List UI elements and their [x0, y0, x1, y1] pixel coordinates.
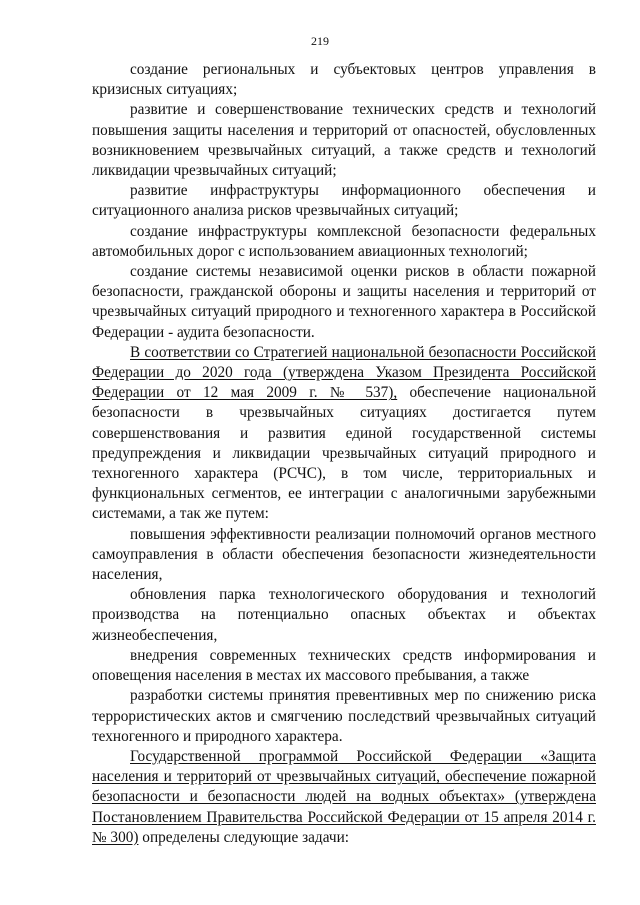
paragraph-regional-centers: создание региональных и субъектовых центров управления в кризисных ситуациях; — [92, 61, 596, 99]
strategy-paragraph-text: обеспечение национальной безопасности в чрезвычайных ситуациях достигается путем совершенствования и развития единой государственной системы предупреждения и ликвидации чрезвычайных ситуаций природного и техногенного характера (РСЧС), в том числе, территориальных и функциональных сегментов, ее интеграции с аналогичными зарубежными системами, а так же путем: — [92, 384, 596, 523]
paragraph-state-program — [92, 747, 596, 848]
paragraph-local-government: повышения эффективности реализации полномочий органов местного самоуправления в области обеспечения безопасности жизнедеятельности населения, — [92, 525, 596, 584]
paragraph-national-security-strategy — [92, 343, 596, 525]
strategy-reference: В соответствии со Стратегией национальной безопасности Российской Федерации до 2020 года (утверждена Указом Президента Российской Федерации от 12 мая 2009 г. № 537), — [92, 343, 596, 402]
body-text — [92, 60, 596, 848]
paragraph-public-warning: внедрения современных технических средств информирования и оповещения населения в местах их массового пребывания, а также — [92, 646, 596, 685]
state-program-reference: Государственной программой Российской Федерации «Защита населения и территорий от чрезвычайных ситуаций, обеспечение пожарной безопасности и безопасности людей на водных объектах» (утверждена Постановлением Правительства Российской Федерации от 15 апреля 2014 г. № 300) — [92, 747, 596, 846]
page-number: 219 — [311, 34, 329, 48]
state-program-paragraph-text: определены следующие задачи: — [138, 828, 350, 846]
paragraph-equipment-renewal: обновления парка технологического оборудования и технологий производства на потенциально опасных объектах и объектах жизнеобеспечения, — [92, 586, 596, 644]
paragraph-technical-means: развитие и совершенствование технических средств и технологий повышения защиты населения и территорий от опасностей, обусловленных возникновением чрезвычайных ситуаций, а также средств и технологий ликвидации чрезвычайных ситуаций; — [92, 101, 596, 180]
paragraph-information-infrastructure: развитие инфраструктуры информационного обеспечения и ситуационного анализа рисков чрезвычайных ситуаций; — [92, 182, 596, 220]
paragraph-risk-assessment: создание системы независимой оценки рисков в области пожарной безопасности, гражданской обороны и защиты населения и территорий от чрезвычайных ситуаций природного и техногенного характера в Российской Федерации - аудита безопасности. — [92, 263, 596, 341]
paragraph-preventive-measures: разработки системы принятия превентивных мер по снижению риска террористических актов и смягчению последствий чрезвычайных ситуаций техногенного и природного характера. — [92, 687, 596, 745]
paragraph-road-safety: создание инфраструктуры комплексной безопасности федеральных автомобильных дорог с использованием авиационных технологий; — [92, 222, 596, 260]
